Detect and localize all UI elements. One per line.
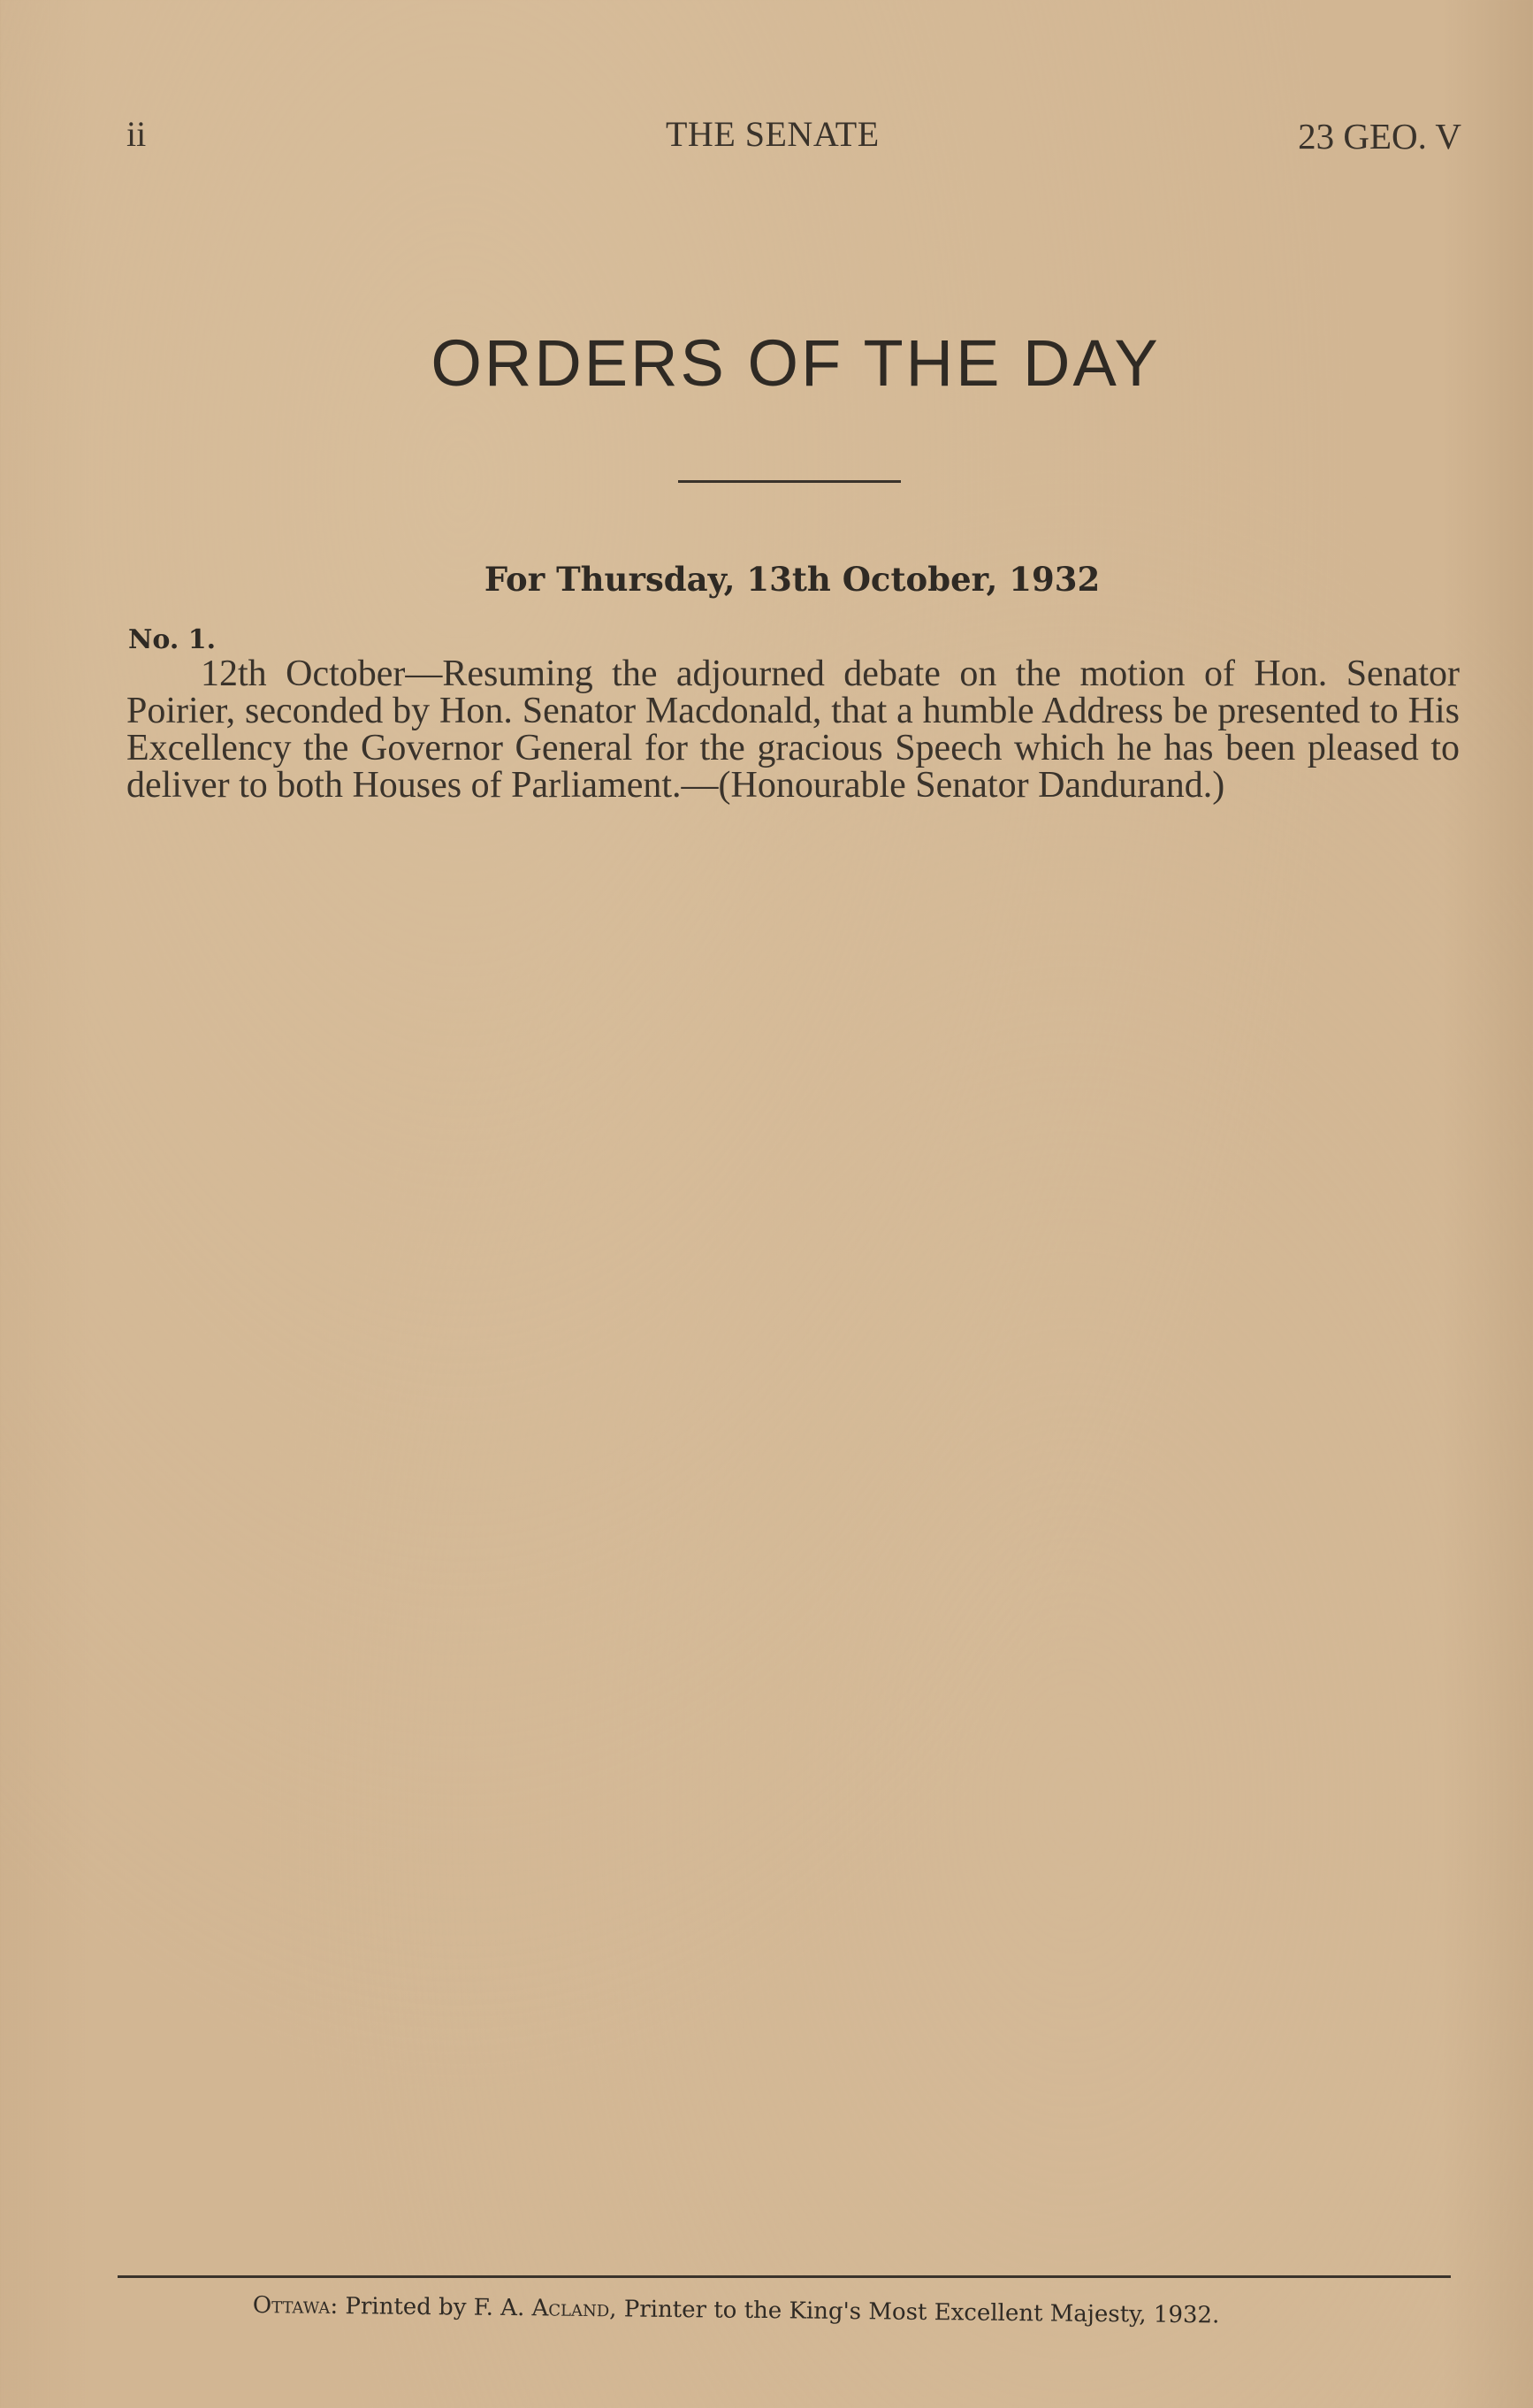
page-number: ii — [126, 114, 147, 154]
order-item-text: 12th October—Resuming the adjourned debate on the motion of Hon. Senator Poirier, seconded by Hon. Senator Macdonald, that a humble Address be presented to His Excellency the Governor General for the gracious Speech which he has been pleased to deliver to both Houses of Parliament.—(Honourable Senator Dandurand.) — [126, 654, 1460, 806]
footer-divider — [118, 2275, 1451, 2278]
order-item-number: No. 1. — [128, 624, 217, 655]
imprint-printer-name: Acland — [531, 2295, 610, 2323]
session-label: 23 GEO. V — [1298, 116, 1461, 157]
running-head — [126, 113, 1461, 157]
date-heading: For Thursday, 13th October, 1932 — [484, 560, 1101, 599]
title-divider — [678, 480, 901, 483]
imprint-tail: , Printer to the King's Most Excellent Majesty, 1932. — [609, 2296, 1220, 2329]
running-title: THE SENATE — [666, 114, 880, 154]
imprint-place: Ottawa — [252, 2292, 331, 2320]
page-title: ORDERS OF THE DAY — [431, 326, 1161, 400]
printer-imprint — [253, 2292, 1220, 2328]
imprint-text: : Printed by F. A. — [330, 2292, 532, 2322]
